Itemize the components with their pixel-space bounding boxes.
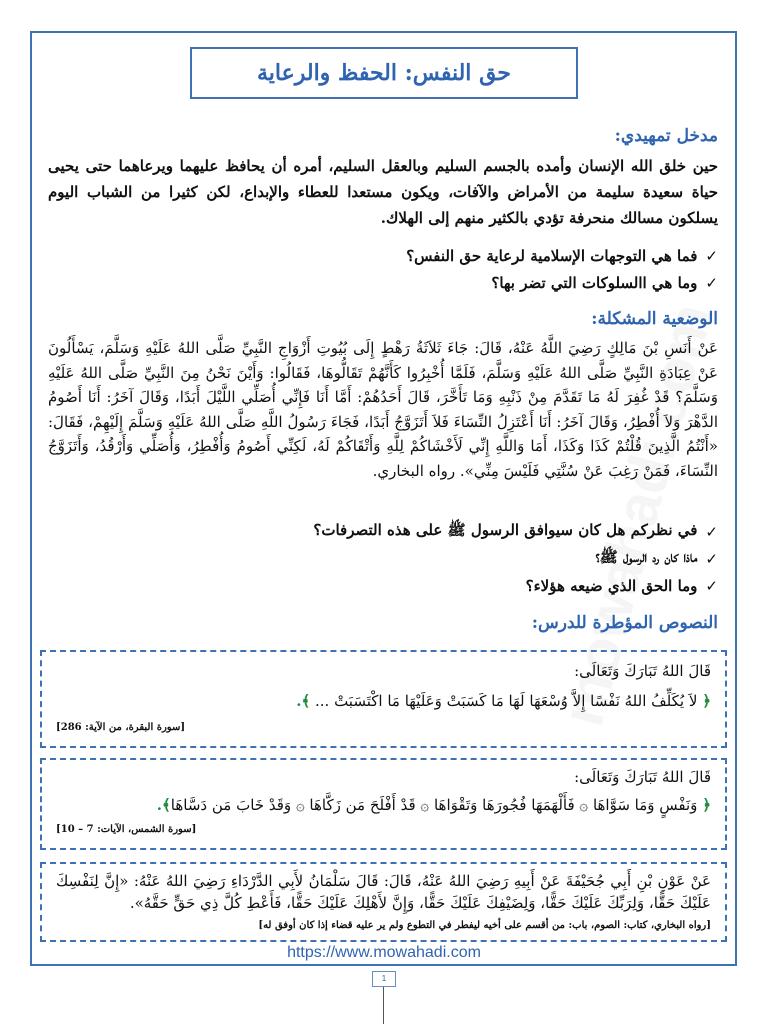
quran-box-2 — [40, 758, 727, 850]
check-icon: ✓ — [705, 522, 718, 541]
verse-body: لاَ يُكَلِّفُ اللهُ نَفْسًا إِلاَّ وُسْعَهَا لَهَا مَا كَسَبَتْ وَعَلَيْهَا مَا اكْتَسَبَتْ ... — [310, 692, 703, 710]
close-bracket: ﴾. — [296, 692, 311, 710]
problem-questions — [313, 518, 718, 599]
open-bracket: ﴿ — [702, 692, 711, 710]
verse-intro: قَالَ اللهُ تَبَارَكَ وَتَعَالَى: — [574, 768, 711, 786]
hadith-text: عَنْ عَوْنِ بْنِ أَبِي جُحَيْفَةَ عَنْ أَبِيهِ رَضِيَ اللهُ عَنْهُ، قَالَ: قَالَ سَلْمَانُ لأَبِي الدَّرْدَاءِ رَضِيَ اللهُ عَنْهُ: «إِنَّ لِنَفْسِكَ عَلَيْكَ حَقًّا، وَلِرَبِّكَ عَلَيْكَ حَقًّا، وَلِضَيْفِكَ عَلَيْكَ حَقًّا، وَإِنَّ لأَهْلِكَ عَلَيْكَ حَقًّا، فَأَعْطِ كُلَّ ذِي حَقٍّ حَقَّهُ». — [56, 872, 711, 912]
quran-box-1 — [40, 650, 727, 748]
verse-body: وَنَفْسٍ وَمَا سَوَّاهَا ۞ فَأَلْهَمَهَا فُجُورَهَا وَتَقْوَاهَا ۞ قَدْ أَفْلَحَ مَن زَكَّاهَا ۞ وَقَدْ خَابَ مَن دَسَّاهَا — [170, 796, 703, 814]
question-text: في نظركم هل كان سيوافق الرسول ﷺ على هذه التصرفات؟ — [313, 520, 698, 539]
problem-hadith: عَنْ أَنَسِ بْنَ مَالِكٍ رَضِيَ اللَّهُ عَنْهُ، قَالَ: جَاءَ ثَلاَثَةُ رَهْطٍ إِلَى بُيُوتِ أَزْوَاجِ النَّبِيِّ صَلَّى اللهُ عَلَيْهِ وَسَلَّمَ، يَسْأَلُونَ عَنْ عِبَادَةِ النَّبِيِّ صَلَّى اللهُ عَلَيْهِ وَسَلَّمَ، فَلَمَّا أُخْبِرُوا كَأَنَّهُمْ تَقَالُّوهَا، فَقَالُوا: وَأَيْنَ نَحْنُ مِنَ النَّبِيِّ صَلَّى اللهُ عَلَيْهِ وَسَلَّمَ؟ قَدْ غُفِرَ لَهُ مَا تَقَدَّمَ مِنْ ذَنْبِهِ وَمَا تَأَخَّرَ، قَالَ أَحَدُهُمْ: أَمَّا أَنَا فَإِنِّي أُصَلِّي اللَّيْلَ أَبَدًا، وَقَالَ آخَرُ: أَنَا أَصُومُ الدَّهْرَ وَلاَ أُفْطِرُ، وَقَالَ آخَرُ: أَنَا أَعْتَزِلُ النِّسَاءَ فَلاَ أَتَزَوَّجُ أَبَدًا، فَجَاءَ رَسُولُ اللَّهِ صَلَّى اللهُ عَلَيْهِ وَسَلَّمَ إِلَيْهِمْ، فَقَالَ: «أَنْتُمُ الَّذِينَ قُلْتُمْ كَذَا وَكَذَا، أَمَا وَاللَّهِ إِنِّي لَأَخْشَاكُمْ لِلَّهِ وَأَتْقَاكُمْ لَهُ، لَكِنِّي أَصُومُ وَأُفْطِرُ، وَأُصَلِّي وَأَرْقُدُ، وَأَتَزَوَّجُ النِّسَاءَ، فَمَنْ رَغِبَ عَنْ سُنَّتِي فَلَيْسَ مِنِّي». رواه البخاري. — [48, 339, 718, 480]
question-text: ماذا كان رد الرسول ﷺ؟ — [595, 547, 698, 566]
list-item — [313, 518, 718, 545]
divider-line — [383, 987, 384, 1024]
open-bracket: ﴿ — [702, 796, 711, 814]
check-icon: ✓ — [705, 549, 718, 568]
intro-questions — [406, 242, 718, 296]
list-item — [313, 572, 718, 599]
check-icon: ✓ — [705, 273, 718, 292]
problem-heading: الوضعية المشكلة: — [591, 309, 718, 329]
site-url[interactable]: https://www.mowahadi.com — [287, 944, 481, 961]
question-text: فما هي التوجهات الإسلامية لرعاية حق النفس؟ — [406, 246, 698, 265]
question-text: وما هي االسلوكات التي تضر بها؟ — [491, 273, 698, 292]
verse-reference: [سورة البقرة، من الآية: 286] — [56, 722, 186, 733]
check-icon: ✓ — [705, 246, 718, 265]
page-number: 1 — [372, 971, 396, 987]
list-item — [406, 242, 718, 269]
question-text: وما الحق الذي ضيعه هؤلاء؟ — [525, 576, 698, 595]
verse-text — [56, 796, 711, 814]
texts-heading: النصوص المؤطرة للدرس: — [531, 613, 718, 633]
hadith-reference: [رواه البخاري، كتاب: الصوم، باب: من أقسم على أخيه ليفطر في التطوع ولم ير عليه قضاء إذا كان أوفق له] — [258, 920, 711, 931]
close-bracket: ﴾. — [156, 796, 171, 814]
verse-reference: [سورة الشمس، الآيات: 7 – 10] — [56, 824, 197, 835]
verse-text — [56, 692, 711, 710]
intro-paragraph: حين خلق الله الإنسان وأمده بالجسم السليم وبالعقل السليم، أمره أن يحافظ عليهما ويرعاهما حتى يحيى حياة سعيدة سليمة من الأمراض والآفات، ويكون مستعدا للعطاء والإبداع، لكن كثيرا من الشباب اليوم يسلكون مسالك منحرفة تؤدي بالكثير منهم إلى الهلاك. — [48, 157, 718, 227]
verse-intro: قَالَ اللهُ تَبَارَكَ وَتَعَالَى: — [574, 662, 711, 680]
list-item — [313, 545, 718, 572]
hadith-box — [40, 862, 727, 942]
intro-heading: مدخل تمهيدي: — [614, 126, 718, 146]
page-title: حق النفس: الحفظ والرعاية — [190, 47, 578, 99]
list-item — [406, 269, 718, 296]
check-icon: ✓ — [705, 576, 718, 595]
